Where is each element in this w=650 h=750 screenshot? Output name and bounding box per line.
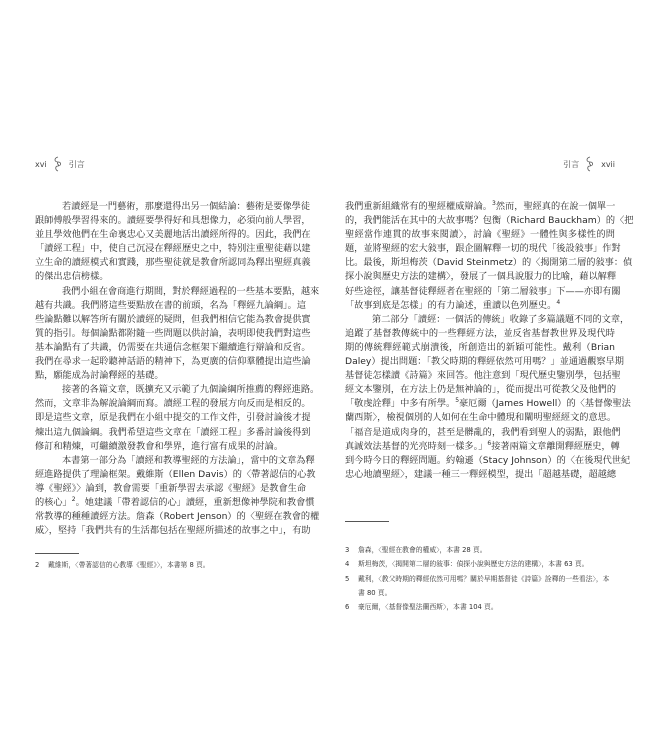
text-run: 忠心地讀聖經〉，建議一種三一釋經模型，提出「超越基礎，超越總 — [345, 468, 617, 480]
text-line — [35, 440, 305, 454]
text-run: 本書第一部分為「讀經和教導聖經的方法論」，當中的文章為釋 — [62, 454, 315, 466]
text-run: 些論點難以解答所有關於讀經的疑問，但我們相信它能為教會提供實 — [35, 313, 311, 325]
text-run: 基督徒怎樣讀《詩篇》來回答。他注意到「現代歷史鑒別學，包括聖 — [345, 370, 621, 382]
footnotes — [35, 558, 305, 572]
text-line — [35, 355, 311, 369]
footnote — [345, 557, 615, 571]
footnote-text: 斯坦梅茨，〈揭開第二層的敍事：偵探小說與歷史方法的建構〉，本書 63 頁。 — [358, 560, 589, 569]
text-run: 常教導的種種讀經方法。詹森（Robert Jenson）的〈聖經在教會的權 — [35, 511, 320, 523]
running-head: 引言 — [563, 159, 580, 169]
text-run: 「敬虔詮釋」中多有所學。 — [345, 398, 456, 410]
footnote — [345, 543, 615, 557]
footnote — [35, 558, 305, 572]
text-line — [35, 524, 311, 538]
text-run: 的，我們能活在其中的大故事嗎？包衡（Richard Bauckham）的〈把 — [345, 215, 634, 227]
text-run: 聖經當作連貫的故事來閱讀〉，討論《聖經》一體性與多樣性的問 — [345, 229, 615, 241]
text-line — [345, 397, 631, 411]
ornament-icon — [585, 156, 595, 172]
text-line — [345, 270, 615, 284]
text-run: 經進路提供了理論框架。戴維斯（Ellen Davis）的〈帶著認信的心教 — [35, 468, 316, 480]
text-line — [345, 411, 615, 425]
text-line — [345, 299, 615, 313]
text-run: 真誠效法基督的光亮時刻一樣多。」 — [345, 440, 488, 452]
text-line — [345, 285, 621, 299]
text-run: 我們小組在會商進行期間，對於釋經過程的一些基本要點，越來 — [62, 285, 320, 297]
text-run: 煉出這九個論綱。我們希望這些文章在「讀經工程」多番討論後得到 — [35, 426, 311, 438]
text-run: 並且學效他們在生命裏忠心又美麗地活出讀經所得的。因此，我們在 — [35, 229, 311, 241]
text-run: Daley）提出問題：「教父時期的釋經依然可用嗎？」並通過觀察早期 — [345, 356, 624, 368]
footnote-number: 3 — [345, 546, 350, 554]
text-run: 的傑出忠信榜樣。 — [35, 271, 109, 283]
text-line — [35, 369, 305, 383]
text-line — [345, 200, 615, 214]
text-line — [35, 285, 320, 299]
text-run: 導《聖經》〉論到，教會需要「重新學習去承認《聖經》是教會生命 — [35, 482, 307, 494]
text-run: 然而，聖經真的在說一個單一 — [495, 201, 616, 212]
footnote-ref: 6 — [487, 439, 492, 447]
text-run: 題，並將聖經的宏大敍事，跟企圖解釋一切的現代「後設敍事」作對 — [345, 243, 621, 255]
text-line — [35, 468, 316, 482]
text-run: 立生命的讀經模式和實踐，那些聖徒就是教會所認同為釋出聖經真義 — [35, 257, 311, 269]
text-run: 跟師傅般學習得來的。讀經要學得好和具想像力，必須向前人學習， — [35, 215, 311, 227]
text-line — [345, 383, 615, 397]
body-text — [35, 200, 320, 538]
body-text — [345, 200, 634, 482]
text-run: 然而，文章非為解說論綱而寫。讀經工程的發展方向反而是相反的。 — [35, 398, 311, 410]
text-line — [345, 327, 615, 341]
text-line — [345, 341, 615, 355]
text-run: 蘭西斯〉，檢視個別的人如何在生命中體現和闡明聖經經文的意思。 — [345, 412, 617, 424]
text-line — [35, 313, 311, 327]
footnote-text: 詹森，〈聖經在教會的權威〉，本書 28 頁。 — [358, 546, 487, 554]
footnote-ref: 2 — [71, 495, 76, 503]
text-line — [35, 454, 315, 468]
text-line — [35, 256, 311, 270]
page-header — [35, 156, 85, 172]
text-run: 若讀經是一門藝術，那麼還得出另一個結論：藝術是要像學徒 — [62, 201, 311, 212]
text-line — [345, 228, 615, 242]
text-run: 豪厄爾（James Howell）的〈基督像聖法 — [459, 398, 631, 410]
page-number: xvi — [35, 159, 47, 169]
footnote-number: 2 — [35, 561, 40, 569]
text-run: 點，願能成為討論釋經的基礎。 — [35, 370, 164, 382]
text-line — [35, 228, 311, 242]
text-run: 越有共識。我們將這些要點放在書的前頭，名為「釋經九論綱」。這 — [35, 299, 307, 311]
footnote-ref: 4 — [556, 298, 561, 306]
text-run: 威〉，堅持「我們共有的生活都包括在聖經所描述的故事之中」，有助 — [35, 525, 311, 537]
text-run: 我們重新組織常有的聖經權威辯論。 — [345, 201, 492, 212]
text-line — [35, 341, 311, 355]
text-line — [35, 200, 311, 214]
text-run: 第二部分「讀經：一個活的傳統」收錄了多篇議題不同的文章， — [372, 313, 630, 325]
text-run: 好些途徑，讓基督徒釋經者在聖經的「第二層敍事」下——亦即有關 — [345, 285, 621, 297]
text-run: 追蹤了基督教傳統中的一些釋經方法，並反省基督教世界及現代時 — [345, 327, 615, 339]
footnote-ref: 3 — [492, 200, 496, 207]
text-line — [35, 242, 311, 256]
text-run: 「故事到底是怎樣」的有力論述，重讀以色列歷史。 — [345, 299, 557, 311]
text-run: 到今時今日的釋經問題。約翰遜（Stacy Johnson）的〈在後現代世紀 — [345, 454, 631, 466]
text-run: 我們在尋求一起聆聽神話語的精神下，為更廣的信仰羣體提出這些論 — [35, 356, 311, 368]
footnote-number: 6 — [345, 603, 350, 612]
footnote-number: 5 — [345, 574, 350, 583]
text-run: 接著的各篇文章，既擴充又示範了九個論綱所推薦的釋經進路。 — [62, 384, 320, 396]
ornament-icon — [53, 156, 63, 172]
running-head: 引言 — [68, 159, 85, 169]
text-run: 探小說與歷史方法的建構〉，發展了一個具說服力的比喻，藉以解釋 — [345, 271, 617, 283]
text-line — [345, 214, 634, 228]
text-line — [345, 313, 630, 327]
text-line — [35, 383, 320, 397]
page-number: xvii — [601, 159, 615, 169]
footnotes — [345, 543, 615, 614]
text-line — [345, 242, 621, 256]
footnote-ref: 5 — [455, 397, 460, 405]
text-line — [345, 355, 624, 369]
text-run: 的核心」 — [35, 496, 72, 508]
text-line — [35, 270, 305, 284]
text-run: 期的傳統釋經範式崩潰後，所創造出的新穎可能性。戴利（Brian — [345, 341, 615, 353]
footnote — [345, 572, 615, 601]
right-page — [325, 0, 650, 750]
text-line — [345, 426, 621, 440]
text-line — [35, 495, 315, 510]
text-run: 接著兩篇文章離開釋經歷史，轉 — [491, 440, 620, 452]
footnote-rule — [35, 553, 79, 554]
footnote-text: 戴利，〈教父時期的釋經依然可用嗎？關於早期基督徒《詩篇》詮釋的一些看法〉，本書 80 頁。 — [358, 574, 610, 597]
text-line — [345, 439, 620, 454]
text-line — [35, 482, 305, 496]
text-line — [35, 214, 311, 228]
text-run: 即是這些文章，原是我們在小組中提交的工作文件，引發討論後才提 — [35, 412, 311, 424]
text-line — [35, 510, 320, 524]
text-line — [35, 397, 311, 411]
text-run: 「福音是道成肉身的，甚至是髒亂的，我們看到聖人的弱點，跟他們 — [345, 426, 621, 438]
text-line — [35, 299, 305, 313]
footnote-rule — [345, 521, 389, 522]
footnote-number: 4 — [345, 560, 350, 569]
text-line — [35, 327, 311, 341]
footnote-text: 戴維斯，〈帶著認信的心教導《聖經》〉，本書第 8 頁。 — [48, 561, 210, 569]
page-header — [563, 156, 615, 172]
text-line — [345, 369, 621, 383]
text-line — [345, 256, 633, 270]
text-run: 修訂和精煉，可繼續激發教會和學界，進行富有成果的討論。 — [35, 440, 284, 452]
footnote — [345, 600, 615, 614]
text-run: 。她建議「帶着認信的心」讀經，重新想像神學院和教會慣 — [75, 496, 315, 508]
text-run: 質的指引。每個論點都附隨一些問題以供討論，表明即使我們對這些 — [35, 327, 311, 339]
text-run: 「讀經工程」中，使自己沉浸在釋經歷史之中，特別注重聖徒藉以建 — [35, 243, 311, 255]
text-line — [345, 468, 615, 482]
text-run: 基本論點有了共識，仍需要在共通信念框架下繼續進行辯論和反省。 — [35, 341, 311, 353]
text-line — [35, 411, 311, 425]
text-run: 經文本鑒別，在方法上仍是無神論的」，從而提出可從教父及他們的 — [345, 384, 617, 396]
footnote-text: 豪厄爾，〈基督像聖法蘭西斯〉，本書 104 頁。 — [358, 603, 498, 612]
text-line — [345, 454, 631, 468]
text-line — [35, 426, 311, 440]
text-run: 比。最後，斯坦梅茨（David Steinmetz）的〈揭開第二層的敍事：偵 — [345, 257, 633, 269]
